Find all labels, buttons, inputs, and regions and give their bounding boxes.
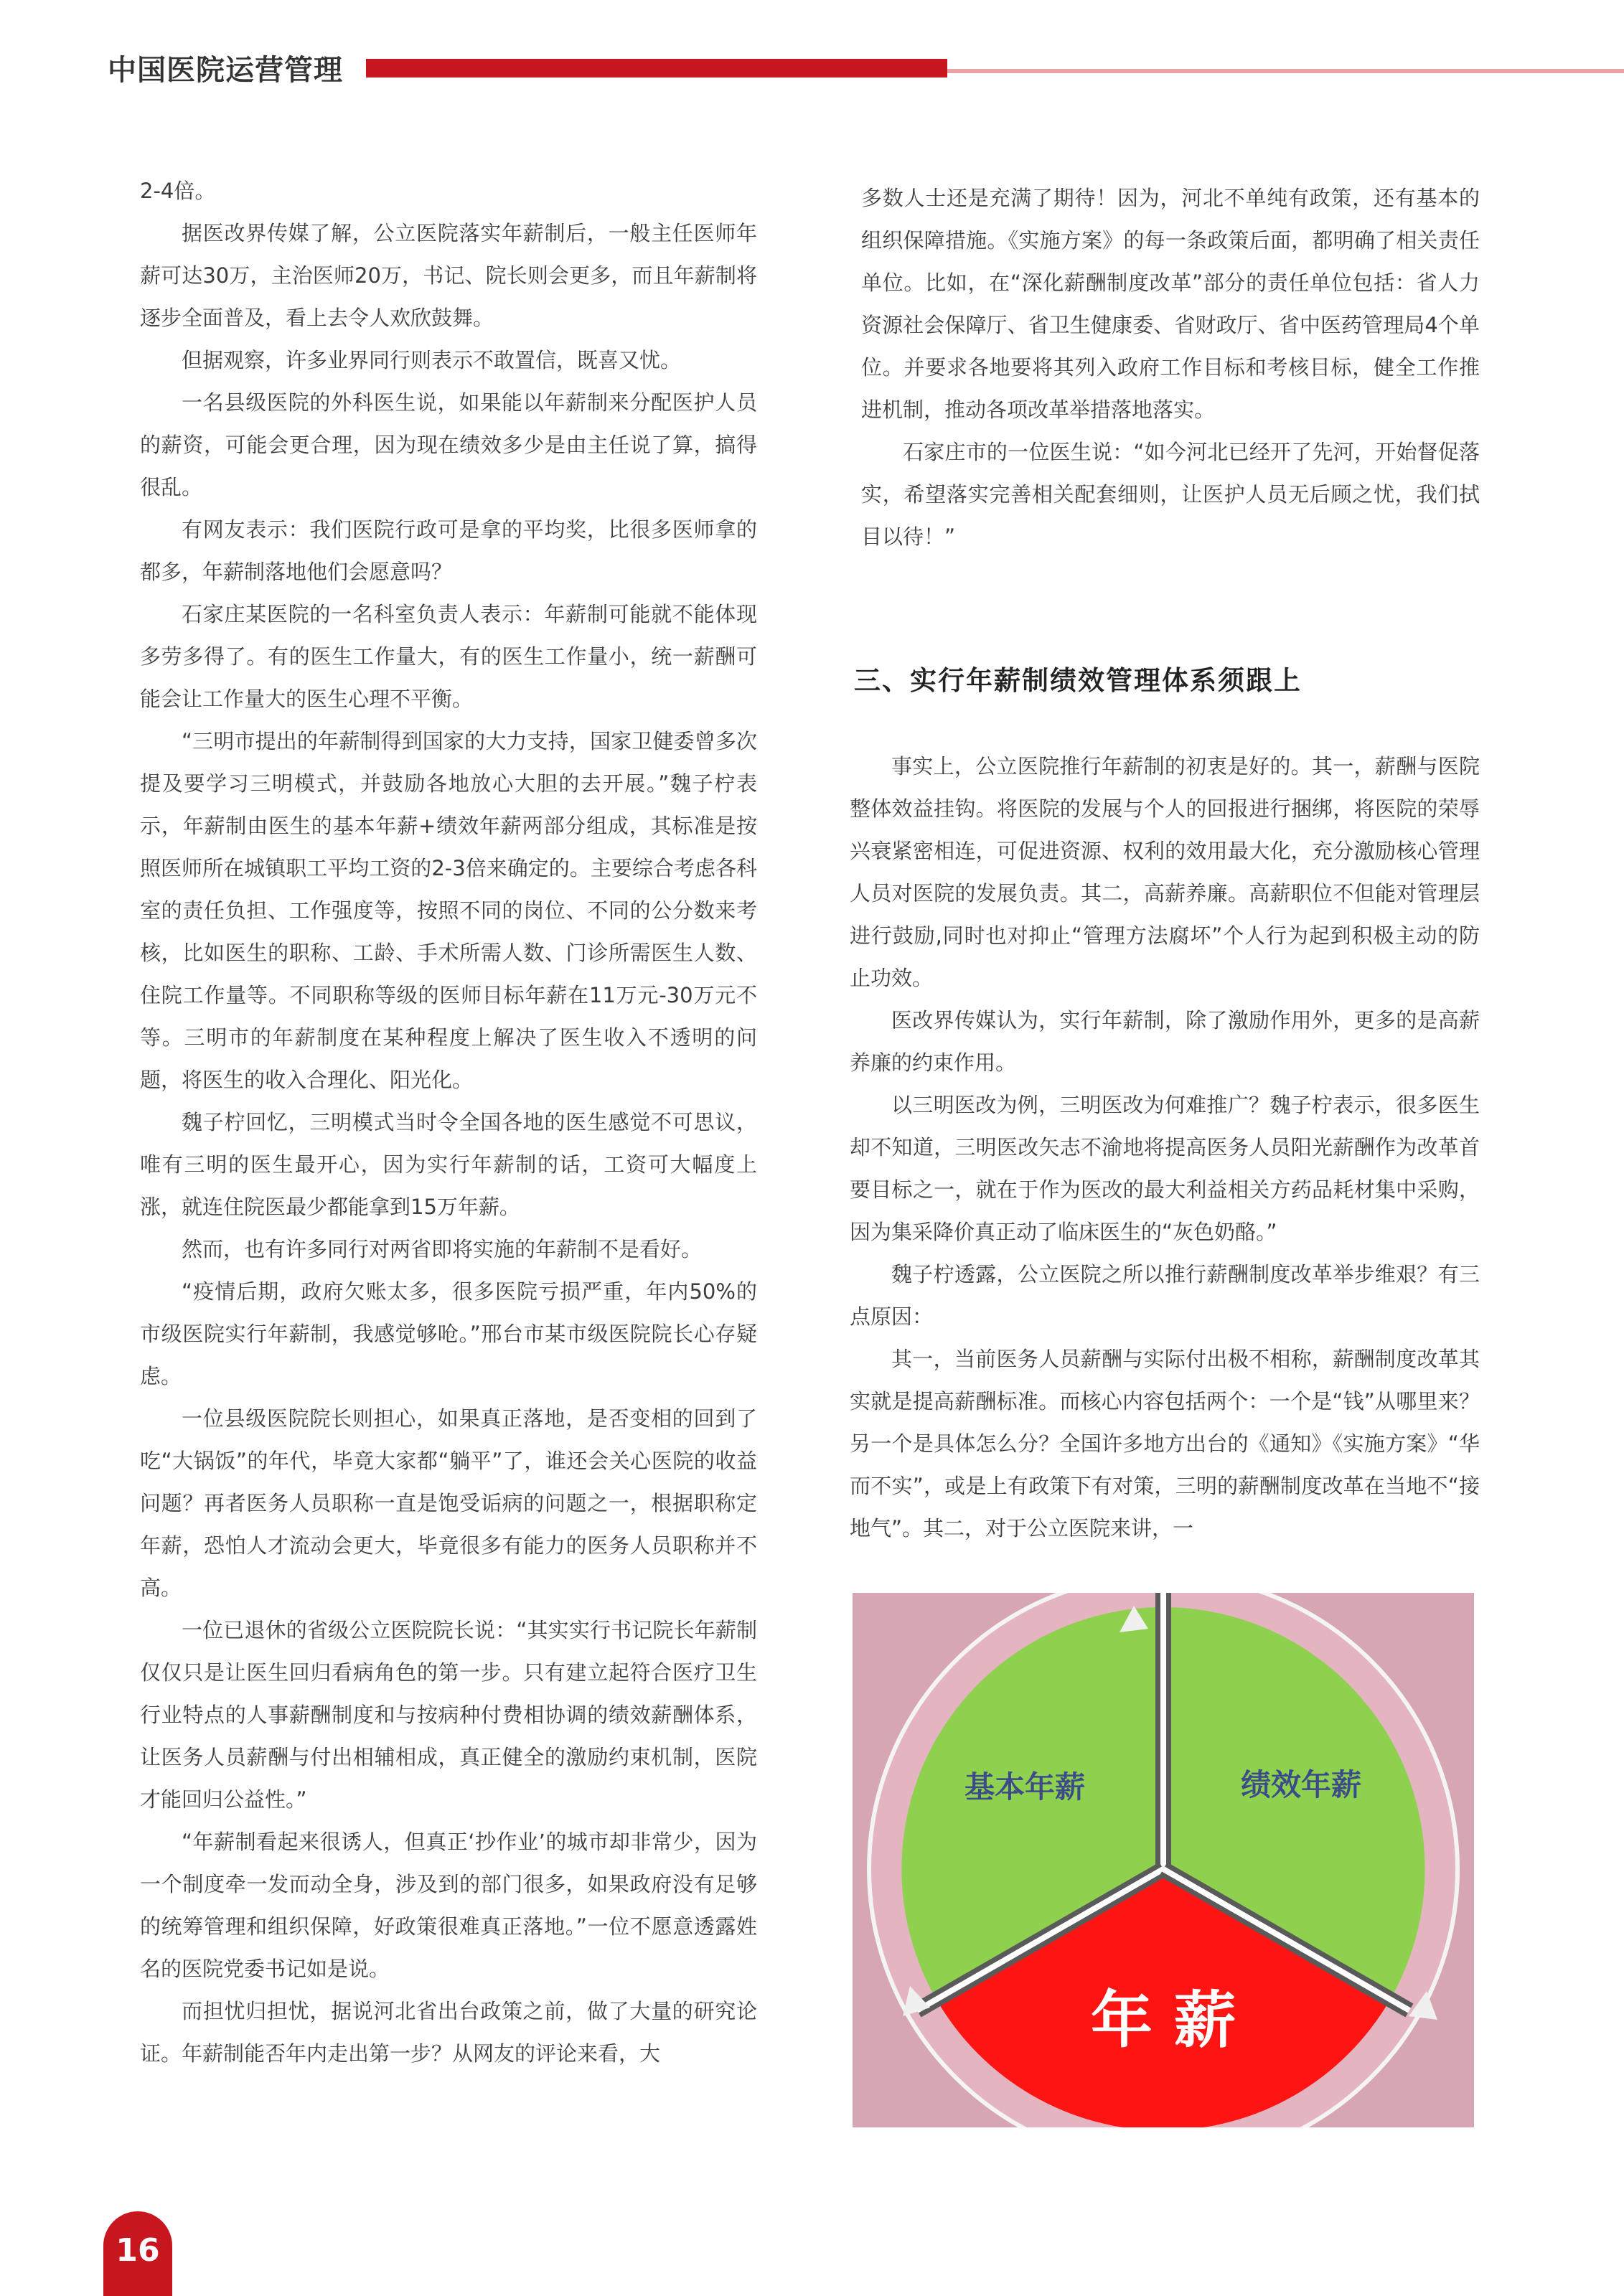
left-column xyxy=(140,170,757,2075)
header-accent-line xyxy=(947,69,1624,73)
paragraph: 医改界传媒认为，实行年薪制，除了激励作用外，更多的是高薪养廉的约束作用。 xyxy=(850,1008,1480,1075)
paragraph: 有网友表示：我们医院行政可是拿的平均奖，比很多医师拿的都多，年薪制落地他们会愿意吗？ xyxy=(140,517,757,584)
paragraph: 魏子柠透露，公立医院之所以推行薪酬制度改革举步维艰？有三点原因： xyxy=(850,1262,1480,1329)
right-column-bottom xyxy=(850,745,1480,1550)
label-annual-salary: 年 薪 xyxy=(1091,1985,1236,2056)
label-basic-salary: 基本年薪 xyxy=(964,1769,1086,1805)
paragraph: “疫情后期，政府欠账太多，很多医院亏损严重，年内50%的市级医院实行年薪制，我感觉够呛。”邢台市某市级医院院长心存疑虑。 xyxy=(140,1279,757,1388)
paragraph: 2-4倍。 xyxy=(140,179,216,203)
label-performance-salary: 绩效年薪 xyxy=(1240,1767,1362,1802)
salary-cycle-diagram xyxy=(853,1593,1474,2127)
section-heading: 三、实行年薪制绩效管理体系须跟上 xyxy=(854,665,1302,696)
journal-title: 中国医院运营管理 xyxy=(108,54,343,87)
paragraph: 一位已退休的省级公立医院院长说：“其实实行书记院长年薪制仅仅只是让医生回归看病角色的第一步。只有建立起符合医疗卫生行业特点的人事薪酬制度和与按病种付费相协调的绩效薪酬体系，让医务人员薪酬与付出相辅相成，真正健全的激励约束机制，医院才能回归公益性。” xyxy=(140,1618,757,1812)
paragraph: 但据观察，许多业界同行则表示不敢置信，既喜又忧。 xyxy=(182,348,682,372)
right-column-top xyxy=(861,177,1480,558)
paragraph: 而担忧归担忧，据说河北省出台政策之前，做了大量的研究论证。年薪制能否年内走出第一步？从网友的评论来看，大 xyxy=(140,1999,757,2066)
paragraph: 魏子柠回忆，三明模式当时令全国各地的医生感觉不可思议，唯有三明的医生最开心，因为实行年薪制的话，工资可大幅度上涨，就连住院医最少都能拿到15万年薪。 xyxy=(140,1110,757,1219)
paragraph: 一名县级医院的外科医生说，如果能以年薪制来分配医护人员的薪资，可能会更合理，因为现在绩效多少是由主任说了算，搞得很乱。 xyxy=(140,390,757,499)
paragraph: “三明市提出的年薪制得到国家的大力支持，国家卫健委曾多次提及要学习三明模式，并鼓励各地放心大胆的去开展。”魏子柠表示，年薪制由医生的基本年薪+绩效年薪两部分组成，其标准是按照医师所在城镇职工平均工资的2-3倍来确定的。主要综合考虑各科室的责任负担、工作强度等，按照不同的岗位、不同的公分数来考核，比如医生的职称、工龄、手术所需人数、门诊所需医生人数、住院工作量等。不同职称等级的医师目标年薪在11万元-30万元不等。三明市的年薪制度在某种程度上解决了医生收入不透明的问题，将医生的收入合理化、阳光化。 xyxy=(140,729,757,1092)
paragraph: 然而，也有许多同行对两省即将实施的年薪制不是看好。 xyxy=(182,1237,703,1261)
paragraph: 其一，当前医务人员薪酬与实际付出极不相称，薪酬制度改革其实就是提高薪酬标准。而核心内容包括两个：一个是“钱”从哪里来？另一个是具体怎么分？全国许多地方出台的《通知》《实施方案》“华而不实”，或是上有政策下有对策，三明的薪酬制度改革在当地不“接地气”。其二，对于公立医院来讲，一 xyxy=(850,1347,1480,1540)
paragraph: 石家庄市的一位医生说：“如今河北已经开了先河，开始督促落实，希望落实完善相关配套细则，让医护人员无后顾之忧，我们拭目以待！” xyxy=(861,440,1480,549)
paragraph: 事实上，公立医院推行年薪制的初衷是好的。其一，薪酬与医院整体效益挂钩。将医院的发展与个人的回报进行捆绑，将医院的荣辱兴衰紧密相连，可促进资源、权利的效用最大化，充分激励核心管理人员对医院的发展负责。其二，高薪养廉。高薪职位不但能对管理层进行鼓励,同时也对抑止“管理方法腐坏”个人行为起到积极主动的防止功效。 xyxy=(850,754,1480,990)
paragraph: 一位县级医院院长则担心，如果真正落地，是否变相的回到了吃“大锅饭”的年代，毕竟大家都“躺平”了，谁还会关心医院的收益问题？再者医务人员职称一直是饱受诟病的问题之一，根据职称定年薪，恐怕人才流动会更大，毕竟很多有能力的医务人员职称并不高。 xyxy=(140,1406,757,1600)
paragraph: “年薪制看起来很诱人，但真正‘抄作业’的城市却非常少，因为一个制度牵一发而动全身，涉及到的部门很多，如果政府没有足够的统筹管理和组织保障，好政策很难真正落地。”一位不愿意透露姓名的医院党委书记如是说。 xyxy=(140,1830,757,1981)
paragraph: 以三明医改为例，三明医改为何难推广？魏子柠表示，很多医生却不知道，三明医改矢志不渝地将提高医务人员阳光薪酬作为改革首要目标之一，就在于作为医改的最大利益相关方药品耗材集中采购，因为集采降价真正动了临床医生的“灰色奶酪。” xyxy=(850,1093,1480,1244)
paragraph: 多数人士还是充满了期待！因为，河北不单纯有政策，还有基本的组织保障措施。《实施方案》的每一条政策后面，都明确了相关责任单位。比如，在“深化薪酬制度改革”部分的责任单位包括：省人力资源社会保障厅、省卫生健康委、省财政厅、省中医药管理局4个单位。并要求各地要将其列入政府工作目标和考核目标，健全工作推进机制，推动各项改革举措落地落实。 xyxy=(861,186,1480,422)
header-accent-bar xyxy=(366,59,947,77)
paragraph: 据医改界传媒了解，公立医院落实年薪制后，一般主任医师年薪可达30万，主治医师20万，书记、院长则会更多，而且年薪制将逐步全面普及，看上去令人欢欣鼓舞。 xyxy=(140,221,757,330)
salary-structure-figure xyxy=(853,1593,1474,2127)
page-number: 16 xyxy=(103,2211,172,2296)
paragraph: 石家庄某医院的一名科室负责人表示：年薪制可能就不能体现多劳多得了。有的医生工作量大，有的医生工作量小，统一薪酬可能会让工作量大的医生心理不平衡。 xyxy=(140,602,757,711)
